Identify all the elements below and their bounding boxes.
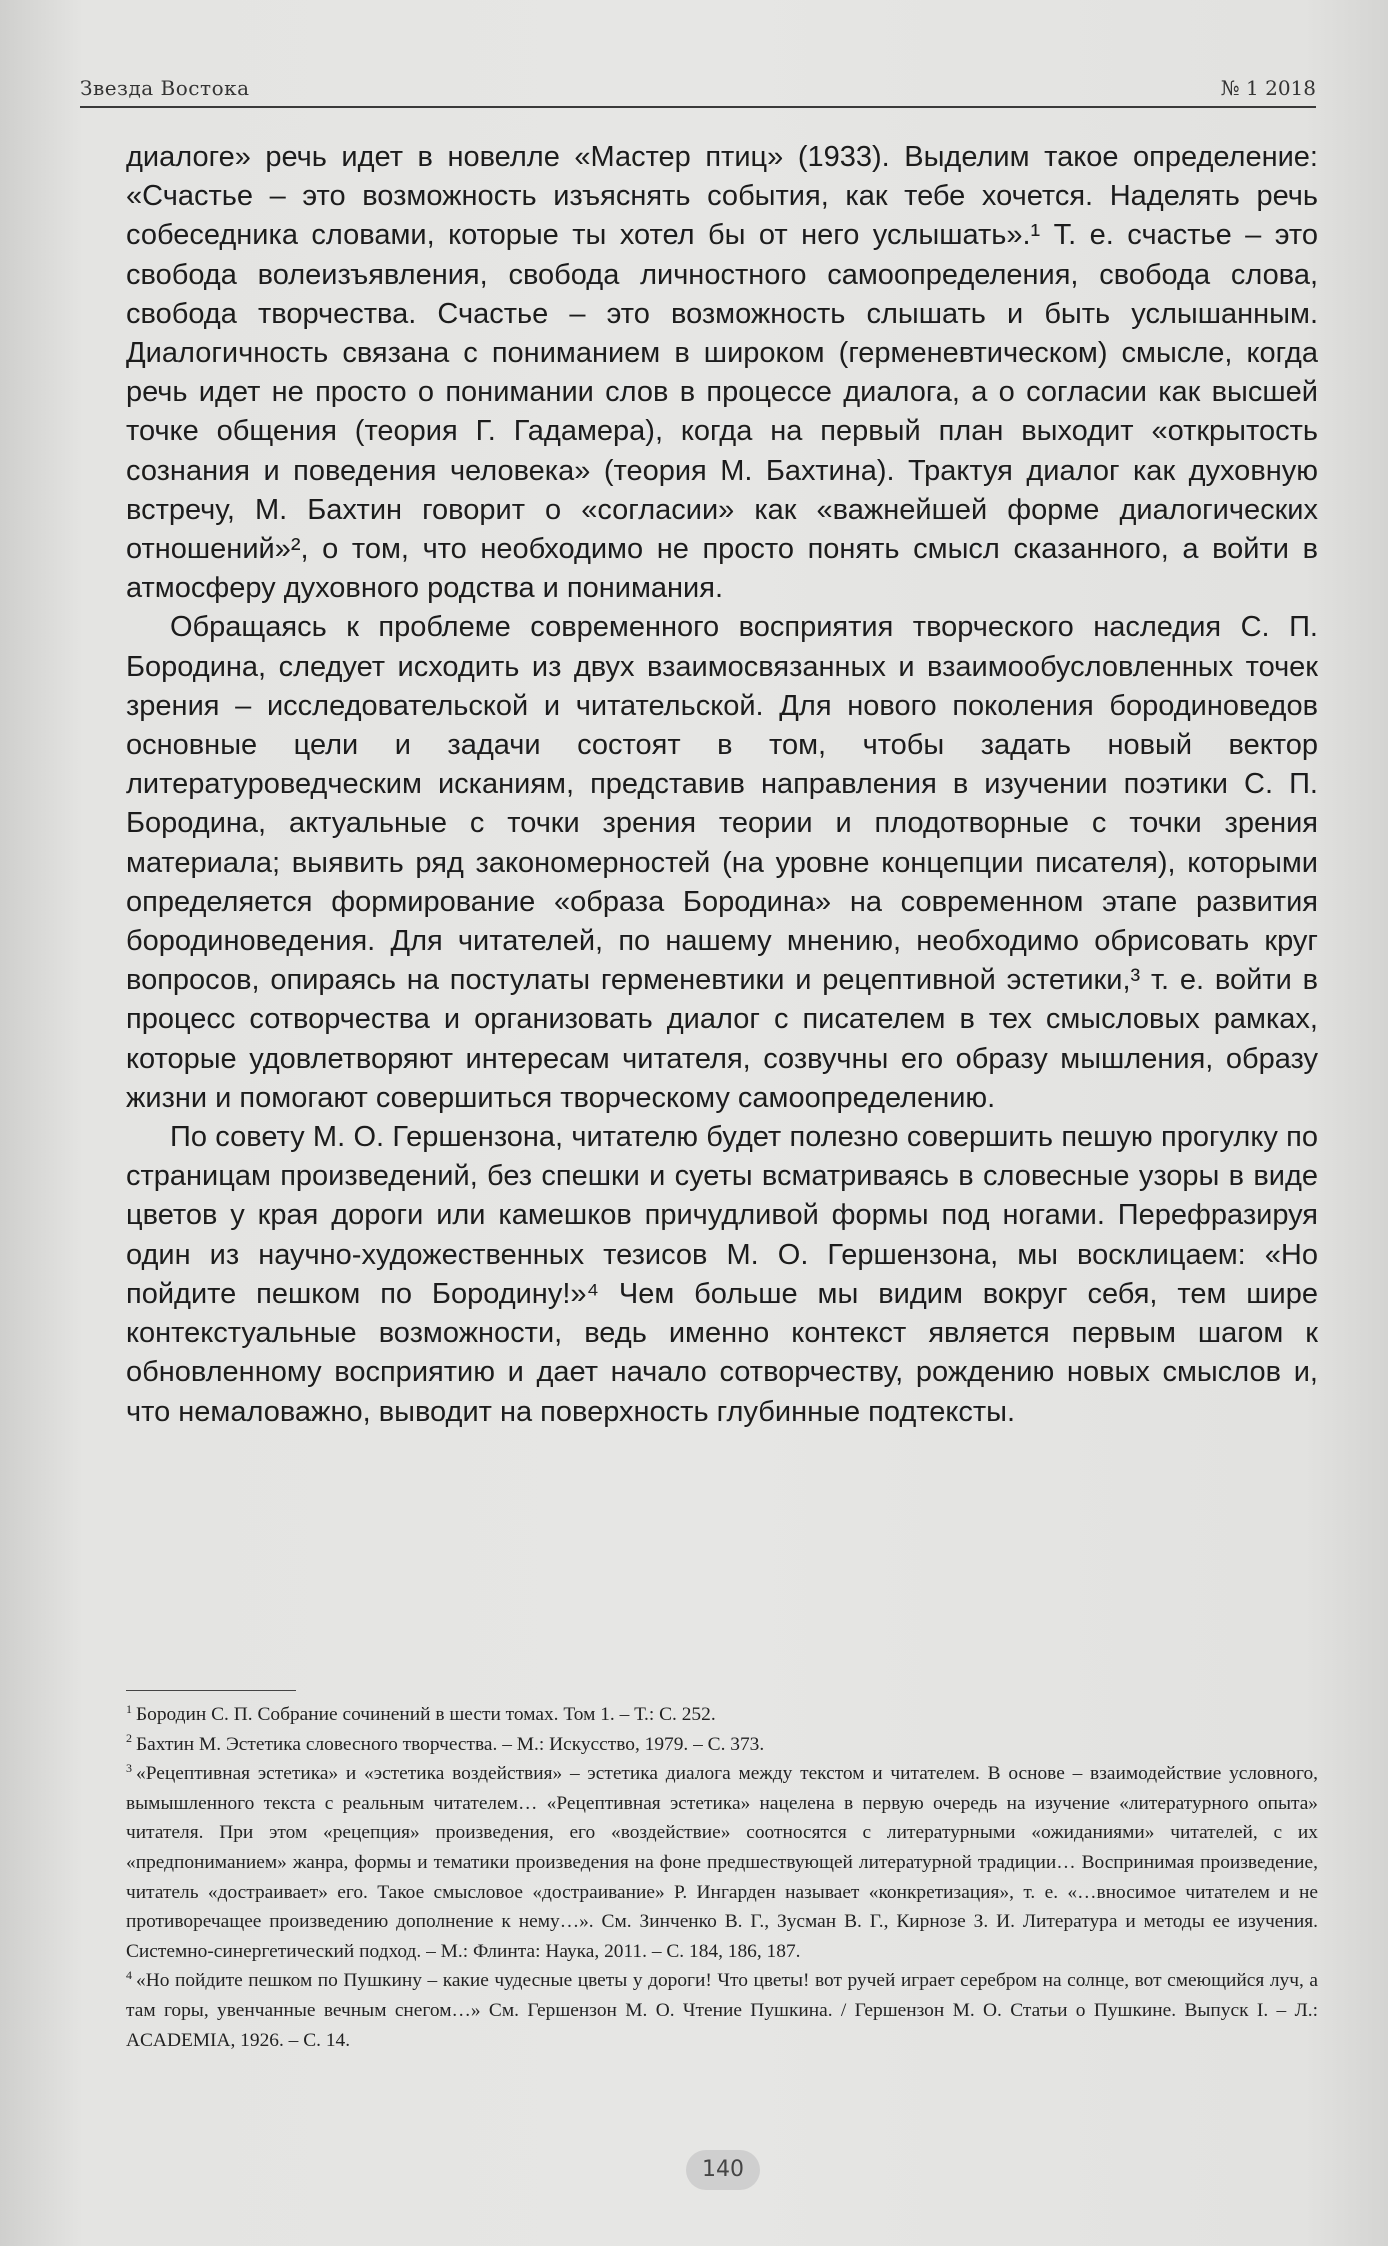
footnote-2-text: Бахтин М. Эстетика словесного творчества. – М.: Искусство, 1979. – С. 373. xyxy=(136,1733,765,1755)
footnote-2-number: 2 xyxy=(126,1731,132,1746)
footnote-2 xyxy=(126,1730,1318,1760)
footnote-4 xyxy=(126,1966,1318,2055)
footnote-divider xyxy=(126,1690,296,1691)
footnote-1-text: Бородин С. П. Собрание сочинений в шести томах. Том 1. – Т.: С. 252. xyxy=(136,1704,716,1725)
running-header xyxy=(80,66,1316,108)
issue-number: № 1 2018 xyxy=(1220,76,1316,100)
footnote-3 xyxy=(126,1759,1318,1966)
article-body xyxy=(126,138,1318,1432)
footnote-4-text: «Но пойдите пешком по Пушкину – какие чудесные цветы у дороги! Что цветы! вот ручей играет серебром на солнце, вот смеющийся луч, а там горы, увенчанные вечным снегом…» См. Гершензон М. О. Чтение Пушкина. / Гершензон М. О. Статьи о Пушкине. Выпуск I. – Л.: ACADEMIA, 1926. – С. 14. xyxy=(126,1970,1318,2051)
footnote-1 xyxy=(126,1700,1318,1730)
journal-title: Звезда Востока xyxy=(80,76,250,100)
page-number: 140 xyxy=(686,2150,760,2190)
footnotes xyxy=(126,1700,1318,2055)
paragraph-2: Обращаясь к проблеме современного восприятия творческого наследия С. П. Бородина, следует исходить из двух взаимосвязанных и взаимообусловленных точек зрения – исследовательской и читательской. Для нового поколения бородиноведов основные цели и задачи состоят в том, чтобы задать новый вектор литературоведческим исканиям, представив направления в изучении поэтики С. П. Бородина, актуальные с точки зрения теории и плодотворные с точки зрения материала; выявить ряд закономерностей (на уровне концепции писателя), которыми определяется формирование «образа Бородина» на современном этапе развития бородиноведения. Для читателей, по нашему мнению, необходимо обрисовать круг вопросов, опираясь на постулаты герменевтики и рецептивной эстетики,³ т. е. войти в процесс сотворчества и организовать диалог с писателем в тех смысловых рамках, которые удовлетворяют интересам читателя, созвучны его образу мышления, образу жизни и помогают совершиться творческому самоопределению. xyxy=(126,611,1318,1114)
paragraph-3: По совету М. О. Гершензона, читателю будет полезно совершить пешую прогулку по страницам произведений, без спешки и суеты всматриваясь в словесные узоры в виде цветов у края дороги или камешков причудливой формы под ногами. Перефразируя один из научно-художественных тезисов М. О. Гершензона, мы восклицаем: «Но пойдите пешком по Бородину!»⁴ Чем больше мы видим вокруг себя, тем шире контекстуальные возможности, ведь именно контекст является первым шагом к обновленному восприятию и дает начало сотворчеству, рождению новых смыслов и, что немаловажно, выводит на поверхность глубинные подтексты. xyxy=(126,1121,1318,1428)
footnote-3-text: «Рецептивная эстетика» и «эстетика воздействия» – эстетика диалога между текстом и читателем. В основе – взаимодействие условного, вымышленного текста с реальным читателем… «Рецептивная эстетика» нацелена в первую очередь на изучение «литературного опыта» читателя. При этом «рецепция» произведения, его «воздействие» соотносятся с литературными «ожиданиями» читателей, с их «предпониманием» жанра, формы и тематики произведения на фоне предшествующей литературной традиции… Воспринимая произведение, читатель «достраивает» его. Такое смысловое «достраивание» Р. Ингарден называет «конкретизация», т. е. «…вносимое читателем и не противоречащее произведению дополнение к нему…». См. Зинченко В. Г., Зусман В. Г., Кирнозе З. И. Литература и методы ее изучения. Системно-синергетический подход. – М.: Флинта: Наука, 2011. – С. 184, 186, 187. xyxy=(126,1763,1318,1962)
paragraph-1: диалоге» речь идет в новелле «Мастер птиц» (1933). Выделим такое определение: «Счастье – это возможность изъяснять события, как тебе хочется. Наделять речь собеседника словами, которые ты хотел бы от него услышать».¹ Т. е. счастье – это свобода волеизъявления, свобода личностного самоопределения, свобода слова, свобода творчества. Счастье – это возможность слышать и быть услышанным. Диалогичность связана с пониманием в широком (герменевтическом) смысле, когда речь идет не просто о понимании слов в процессе диалога, а о согласии как высшей точке общения (теория Г. Гадамера), когда на первый план выходит «открытость сознания и поведения человека» (теория М. Бахтина). Трактуя диалог как духовную встречу, М. Бахтин говорит о «согласии» как «важнейшей форме диалогических отношений»², о том, что необходимо не просто понять смысл сказанного, а войти в атмосферу духовного родства и понимания. xyxy=(126,141,1318,605)
footnote-4-number: 4 xyxy=(126,1967,132,1982)
footnote-1-number: 1 xyxy=(126,1701,132,1716)
footnote-3-number: 3 xyxy=(126,1760,132,1775)
